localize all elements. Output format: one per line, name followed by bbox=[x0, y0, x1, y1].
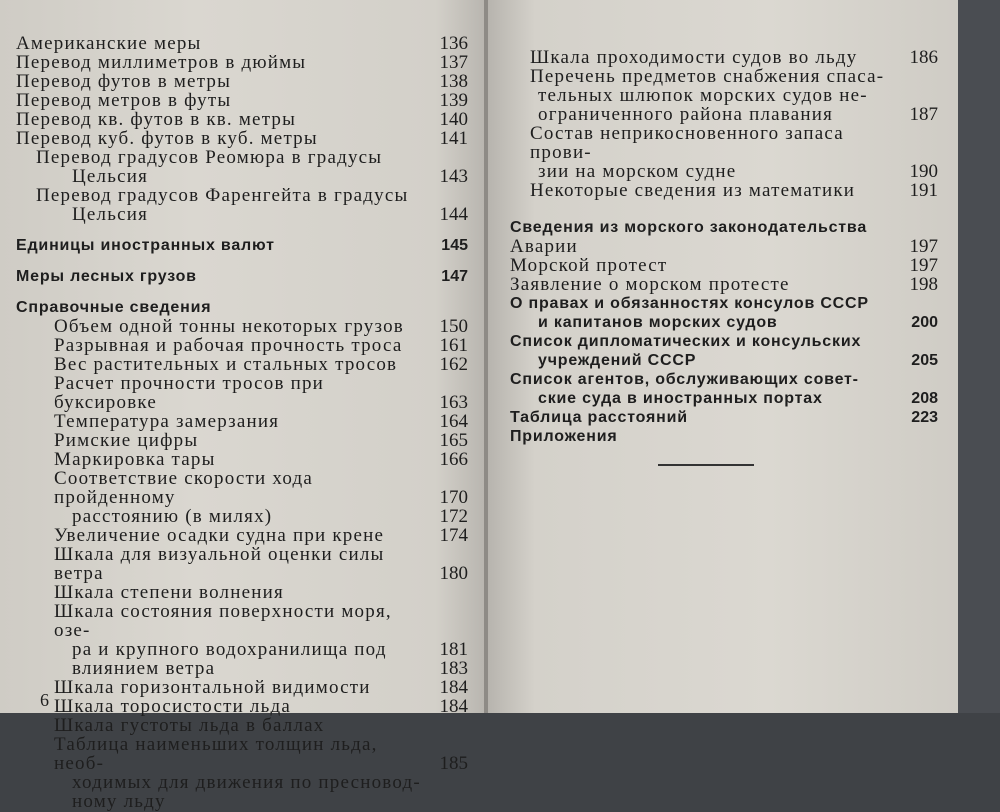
toc-entry-page: 161 bbox=[439, 335, 468, 356]
toc-entry bbox=[16, 91, 468, 110]
toc-entry bbox=[510, 105, 938, 124]
toc-entry bbox=[510, 256, 938, 275]
toc-entry-title: и капитанов морских судов bbox=[538, 314, 778, 331]
toc-entry bbox=[16, 110, 468, 129]
toc-entry-page: 140 bbox=[439, 109, 468, 130]
toc-entry bbox=[16, 735, 468, 773]
toc-entry-page: 174 bbox=[439, 525, 468, 546]
toc-entry bbox=[510, 162, 938, 181]
toc-entry bbox=[16, 431, 468, 450]
toc-entry bbox=[16, 659, 468, 678]
toc-entry-page: 197 bbox=[909, 255, 938, 276]
toc-entry-title: Аварии bbox=[510, 236, 578, 257]
toc-entry-page: 223 bbox=[911, 409, 938, 426]
toc-entry bbox=[16, 640, 468, 659]
toc-entry-page: 139 bbox=[439, 90, 468, 111]
toc-entry-title: Приложения bbox=[510, 428, 618, 445]
toc-entry-page: 172 bbox=[439, 506, 468, 527]
toc-entry-title: Сведения из морского законодательства bbox=[510, 219, 868, 236]
toc-entry-title: Морской протест bbox=[510, 255, 668, 276]
toc-entry-page: 137 bbox=[439, 52, 468, 73]
toc-entry bbox=[510, 237, 938, 256]
toc-entry-title: Перевод градусов Фаренгейта в градусы bbox=[36, 185, 409, 206]
toc-entry bbox=[16, 792, 468, 811]
toc-entry-page: 143 bbox=[439, 166, 468, 187]
toc-entry-page: 198 bbox=[909, 274, 938, 295]
toc-entry-page: 208 bbox=[911, 390, 938, 407]
toc-entry bbox=[16, 72, 468, 91]
toc-entry-page: 191 bbox=[909, 180, 938, 201]
toc-entry-title: Состав неприкосновенного запаса прови- bbox=[530, 123, 844, 163]
toc-entry-page: 164 bbox=[439, 411, 468, 432]
toc-entry-title: влиянием ветра bbox=[72, 658, 216, 679]
toc-entry bbox=[16, 167, 468, 186]
right-page bbox=[488, 0, 958, 713]
toc-entry-page: 166 bbox=[439, 449, 468, 470]
toc-entry-page: 185 bbox=[439, 753, 468, 774]
toc-entry-page: 147 bbox=[441, 268, 468, 285]
toc-entry-title: Перевод градусов Реомюра в градусы bbox=[36, 147, 383, 168]
toc-entry-page: 205 bbox=[911, 352, 938, 369]
toc-entry-title: Температура замерзания bbox=[54, 411, 280, 432]
toc-entry-title: О правах и обязанностях консулов СССР bbox=[510, 295, 869, 312]
toc-entry-title: Единицы иностранных валют bbox=[16, 237, 275, 254]
toc-entry-title: зии на морском судне bbox=[538, 161, 737, 182]
toc-entry-title: Шкала состояния поверхности моря, озе- bbox=[54, 601, 392, 641]
toc-entry-title: тельных шлюпок морских судов не- bbox=[538, 85, 868, 106]
toc-entry-title: Таблица наименьших толщин льда, необ- bbox=[54, 734, 378, 774]
toc-entry bbox=[16, 678, 468, 697]
toc-entry-page: 200 bbox=[911, 314, 938, 331]
toc-entry bbox=[16, 148, 468, 167]
toc-entry bbox=[16, 716, 468, 735]
toc-entry-page: 187 bbox=[909, 104, 938, 125]
toc-entry-page: 180 bbox=[439, 563, 468, 584]
left-toc-list bbox=[16, 34, 468, 811]
page-number: 6 bbox=[40, 690, 49, 710]
toc-entry bbox=[16, 450, 468, 469]
toc-entry-title: Разрывная и рабочая прочность троса bbox=[54, 335, 403, 356]
toc-entry-title: Расчет прочности тросов при буксировке bbox=[54, 373, 325, 413]
toc-entry-page: 165 bbox=[439, 430, 468, 451]
toc-entry bbox=[510, 48, 938, 67]
toc-entry bbox=[16, 267, 468, 286]
toc-entry-title: Цельсия bbox=[72, 204, 149, 225]
toc-entry-title: Американские меры bbox=[16, 33, 202, 54]
toc-entry bbox=[510, 389, 938, 408]
toc-entry bbox=[16, 53, 468, 72]
toc-entry bbox=[510, 86, 938, 105]
left-page bbox=[0, 0, 484, 812]
toc-entry bbox=[16, 34, 468, 53]
toc-entry-title: Шкала проходимости судов во льду bbox=[530, 47, 858, 68]
toc-entry bbox=[510, 351, 938, 370]
toc-entry-page: 141 bbox=[439, 128, 468, 149]
toc-entry-page: 181 bbox=[439, 639, 468, 660]
toc-entry-title: Шкала степени волнения bbox=[54, 582, 284, 603]
toc-entry-page: 162 bbox=[439, 354, 468, 375]
toc-entry-title: Увеличение осадки судна при крене bbox=[54, 525, 385, 546]
toc-entry-title: расстоянию (в милях) bbox=[72, 506, 273, 527]
toc-entry-title: Цельсия bbox=[72, 166, 149, 187]
toc-entry-page: 136 bbox=[439, 33, 468, 54]
toc-entry bbox=[16, 129, 468, 148]
toc-entry bbox=[510, 181, 938, 200]
toc-entry bbox=[16, 507, 468, 526]
toc-entry-title: Список дипломатических и консульских bbox=[510, 333, 862, 350]
toc-entry bbox=[16, 374, 468, 412]
toc-entry-title: Шкала горизонтальной видимости bbox=[54, 677, 371, 698]
toc-entry bbox=[16, 469, 468, 507]
toc-entry-page: 163 bbox=[439, 392, 468, 413]
toc-entry bbox=[510, 124, 938, 162]
toc-entry bbox=[510, 67, 938, 86]
toc-entry-title: Шкала торосистости льда bbox=[54, 696, 291, 717]
toc-entry-title: Перевод куб. футов в куб. метры bbox=[16, 128, 318, 149]
toc-entry-title: Справочные сведения bbox=[16, 299, 212, 316]
toc-entry-title: Заявление о морском протесте bbox=[510, 274, 790, 295]
toc-entry-title: Шкала густоты льда в баллах bbox=[54, 715, 325, 736]
toc-entry-title: Вес растительных и стальных тросов bbox=[54, 354, 398, 375]
toc-entry bbox=[16, 336, 468, 355]
toc-entry-page: 186 bbox=[909, 47, 938, 68]
toc-entry-title: учреждений СССР bbox=[538, 352, 697, 369]
toc-entry-title: Перечень предметов снабжения спаса- bbox=[530, 66, 885, 87]
toc-entry-title: Перевод метров в футы bbox=[16, 90, 232, 111]
toc-entry-title: Объем одной тонны некоторых грузов bbox=[54, 316, 404, 337]
toc-entry-page: 197 bbox=[909, 236, 938, 257]
toc-entry-page: 145 bbox=[441, 237, 468, 254]
toc-entry-title: Перевод кв. футов в кв. метры bbox=[16, 109, 297, 130]
toc-entry-title: ограниченного района плавания bbox=[538, 104, 834, 125]
toc-entry-title: ному льду bbox=[72, 791, 166, 812]
toc-entry-title: Перевод миллиметров в дюймы bbox=[16, 52, 307, 73]
end-rule bbox=[658, 464, 754, 466]
toc-entry-page: 190 bbox=[909, 161, 938, 182]
toc-entry-page: 138 bbox=[439, 71, 468, 92]
toc-entry bbox=[510, 313, 938, 332]
toc-entry-title: ские суда в иностранных портах bbox=[538, 390, 823, 407]
toc-entry bbox=[510, 294, 938, 313]
toc-entry-title: Маркировка тары bbox=[54, 449, 216, 470]
toc-entry-page: 144 bbox=[439, 204, 468, 225]
toc-entry-page: 150 bbox=[439, 316, 468, 337]
toc-entry bbox=[510, 275, 938, 294]
toc-entry bbox=[16, 205, 468, 224]
toc-entry bbox=[510, 218, 938, 237]
toc-entry bbox=[510, 370, 938, 389]
toc-entry-title: Таблица расстояний bbox=[510, 409, 688, 426]
toc-entry-title: Римские цифры bbox=[54, 430, 199, 451]
toc-entry-title: Меры лесных грузов bbox=[16, 268, 197, 285]
toc-entry bbox=[16, 526, 468, 545]
toc-entry bbox=[510, 408, 938, 427]
toc-entry-title: Шкала для визуальной оценки силы ветра bbox=[54, 544, 385, 584]
toc-entry bbox=[16, 355, 468, 374]
toc-entry-page: 184 bbox=[439, 677, 468, 698]
toc-entry bbox=[16, 697, 468, 716]
toc-entry bbox=[16, 773, 468, 792]
toc-entry-title: Список агентов, обслуживающих совет- bbox=[510, 371, 859, 388]
toc-entry bbox=[510, 332, 938, 351]
toc-entry-title: Перевод футов в метры bbox=[16, 71, 232, 92]
toc-entry bbox=[16, 298, 468, 317]
right-toc-list bbox=[510, 48, 938, 446]
toc-entry bbox=[16, 186, 468, 205]
toc-entry-title: ра и крупного водохранилища под bbox=[72, 639, 387, 660]
background-edge bbox=[958, 0, 1000, 713]
toc-entry bbox=[510, 427, 938, 446]
toc-entry-page: 170 bbox=[439, 487, 468, 508]
toc-entry bbox=[16, 602, 468, 640]
toc-entry bbox=[16, 317, 468, 336]
toc-entry bbox=[16, 545, 468, 583]
toc-entry-page: 183 bbox=[439, 658, 468, 679]
toc-entry-title: Соответствие скорости хода пройденному bbox=[54, 468, 313, 508]
toc-entry-page: 184 bbox=[439, 696, 468, 717]
toc-entry bbox=[16, 583, 468, 602]
toc-entry-title: ходимых для движения по пресновод- bbox=[72, 772, 421, 793]
toc-entry bbox=[16, 412, 468, 431]
toc-entry bbox=[16, 236, 468, 255]
toc-entry-title: Некоторые сведения из математики bbox=[530, 180, 856, 201]
